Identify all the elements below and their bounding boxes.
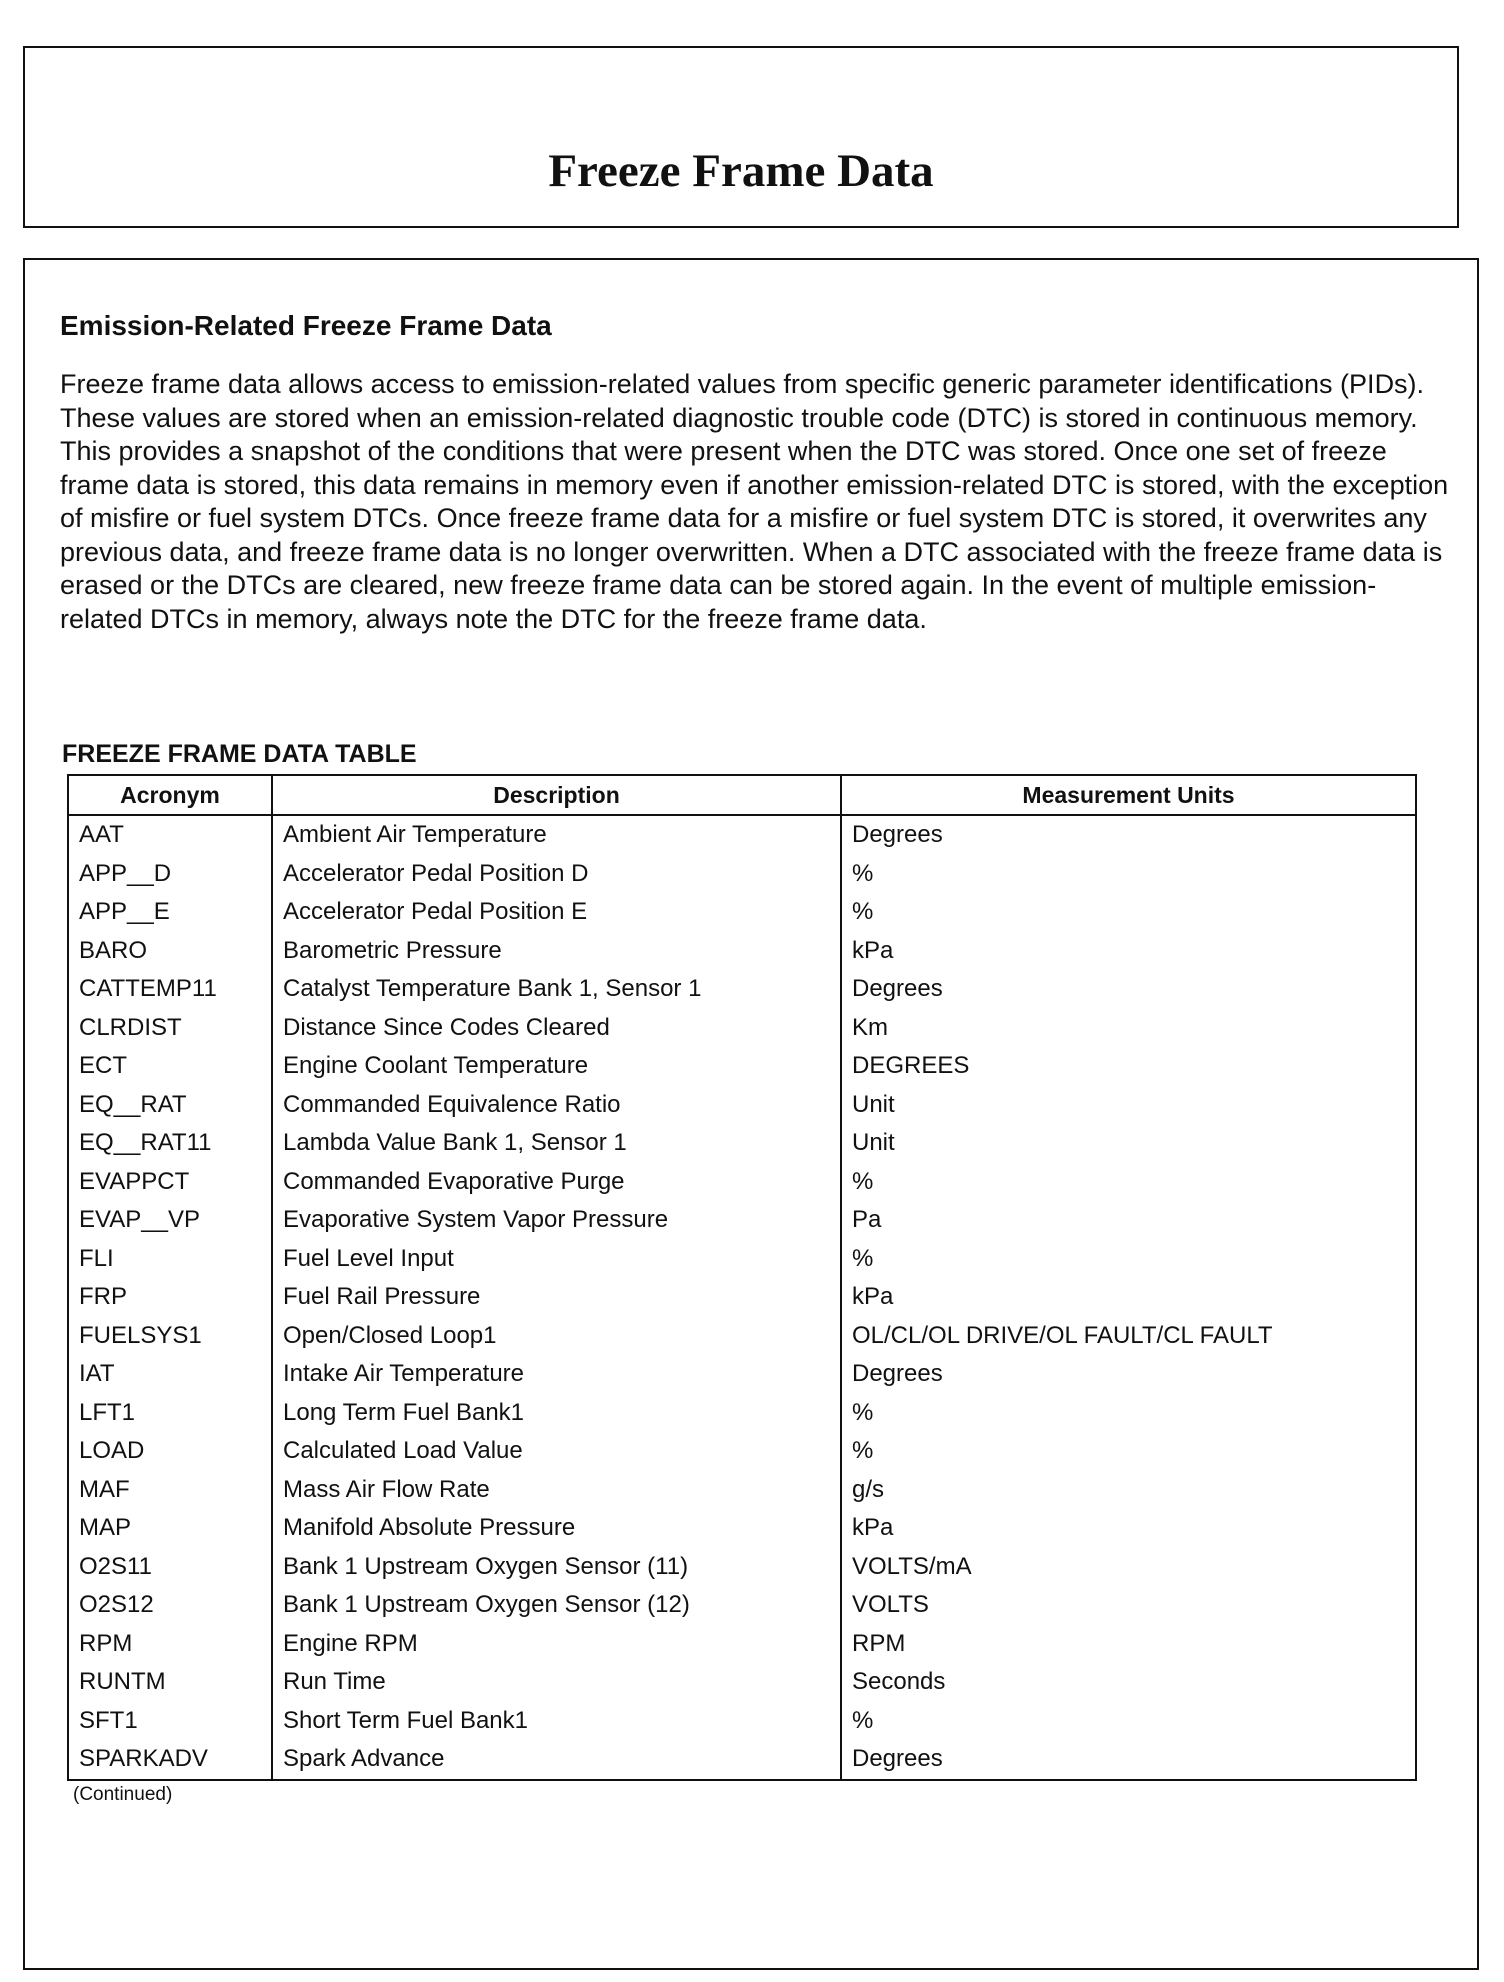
- description-cell: Evaporative System Vapor Pressure: [272, 1201, 841, 1240]
- page-title: Freeze Frame Data: [548, 145, 934, 197]
- table-row: [68, 1278, 1416, 1317]
- acronym-cell: APP__E: [68, 893, 272, 932]
- units-cell: kPa: [841, 1278, 1416, 1317]
- table-body: [68, 815, 1416, 1780]
- description-cell: Intake Air Temperature: [272, 1355, 841, 1394]
- header-measurement-units: Measurement Units: [841, 775, 1416, 815]
- table-row: [68, 1471, 1416, 1510]
- acronym-cell: IAT: [68, 1355, 272, 1394]
- units-cell: Seconds: [841, 1663, 1416, 1702]
- units-cell: kPa: [841, 932, 1416, 971]
- units-cell: kPa: [841, 1509, 1416, 1548]
- table-row: [68, 1702, 1416, 1741]
- table-row: [68, 1740, 1416, 1780]
- acronym-cell: LFT1: [68, 1394, 272, 1433]
- units-cell: Pa: [841, 1201, 1416, 1240]
- table-row: [68, 932, 1416, 971]
- units-cell: OL/CL/OL DRIVE/OL FAULT/CL FAULT: [841, 1317, 1416, 1356]
- description-cell: Distance Since Codes Cleared: [272, 1009, 841, 1048]
- acronym-cell: EVAPPCT: [68, 1163, 272, 1202]
- description-cell: Engine RPM: [272, 1625, 841, 1664]
- table-row: [68, 1394, 1416, 1433]
- intro-paragraph: Freeze frame data allows access to emission-related values from specific generic parameter identifications (PIDs). These values are stored when an emission-related diagnostic trouble code (DTC) is stored in continuous memory. This provides a snapshot of the conditions that were present when the DTC was stored. Once one set of freeze frame data is stored, this data remains in memory even if another emission-related DTC is stored, with the exception of misfire or fuel system DTCs. Once freeze frame data for a misfire or fuel system DTC is stored, it overwrites any previous data, and freeze frame data is no longer overwritten. When a DTC associated with the freeze frame data is erased or the DTCs are cleared, new freeze frame data can be stored again. In the event of multiple emission-related DTCs in memory, always note the DTC for the freeze frame data.: [60, 369, 1449, 634]
- units-cell: %: [841, 855, 1416, 894]
- acronym-cell: RPM: [68, 1625, 272, 1664]
- table-row: [68, 1663, 1416, 1702]
- description-cell: Short Term Fuel Bank1: [272, 1702, 841, 1741]
- acronym-cell: FUELSYS1: [68, 1317, 272, 1356]
- acronym-cell: MAP: [68, 1509, 272, 1548]
- acronym-cell: SFT1: [68, 1702, 272, 1741]
- acronym-cell: RUNTM: [68, 1663, 272, 1702]
- table-row: [68, 1509, 1416, 1548]
- table-row: [68, 1317, 1416, 1356]
- units-cell: Unit: [841, 1124, 1416, 1163]
- acronym-cell: APP__D: [68, 855, 272, 894]
- description-cell: Calculated Load Value: [272, 1432, 841, 1471]
- acronym-cell: LOAD: [68, 1432, 272, 1471]
- content-panel: [23, 258, 1479, 1970]
- units-cell: %: [841, 1240, 1416, 1279]
- freeze-frame-data-table: [67, 774, 1417, 1781]
- description-cell: Run Time: [272, 1663, 841, 1702]
- description-cell: Long Term Fuel Bank1: [272, 1394, 841, 1433]
- description-cell: Manifold Absolute Pressure: [272, 1509, 841, 1548]
- description-cell: Fuel Level Input: [272, 1240, 841, 1279]
- description-cell: Ambient Air Temperature: [272, 815, 841, 855]
- description-cell: Mass Air Flow Rate: [272, 1471, 841, 1510]
- units-cell: Degrees: [841, 1740, 1416, 1780]
- acronym-cell: FLI: [68, 1240, 272, 1279]
- table-row: [68, 855, 1416, 894]
- units-cell: g/s: [841, 1471, 1416, 1510]
- table-row: [68, 1240, 1416, 1279]
- table-row: [68, 1548, 1416, 1587]
- acronym-cell: CLRDIST: [68, 1009, 272, 1048]
- units-cell: VOLTS: [841, 1586, 1416, 1625]
- description-cell: Open/Closed Loop1: [272, 1317, 841, 1356]
- table-row: [68, 893, 1416, 932]
- units-cell: Degrees: [841, 815, 1416, 855]
- acronym-cell: CATTEMP11: [68, 970, 272, 1009]
- header-acronym: Acronym: [68, 775, 272, 815]
- description-cell: Commanded Evaporative Purge: [272, 1163, 841, 1202]
- table-row: [68, 1355, 1416, 1394]
- units-cell: DEGREES: [841, 1047, 1416, 1086]
- table-row: [68, 1124, 1416, 1163]
- units-cell: %: [841, 1702, 1416, 1741]
- description-cell: Commanded Equivalence Ratio: [272, 1086, 841, 1125]
- units-cell: Degrees: [841, 1355, 1416, 1394]
- table-row: [68, 1432, 1416, 1471]
- acronym-cell: MAF: [68, 1471, 272, 1510]
- units-cell: Degrees: [841, 970, 1416, 1009]
- description-cell: Bank 1 Upstream Oxygen Sensor (12): [272, 1586, 841, 1625]
- section-heading: Emission-Related Freeze Frame Data: [60, 310, 552, 341]
- acronym-cell: O2S11: [68, 1548, 272, 1587]
- description-cell: Bank 1 Upstream Oxygen Sensor (11): [272, 1548, 841, 1587]
- description-cell: Lambda Value Bank 1, Sensor 1: [272, 1124, 841, 1163]
- acronym-cell: SPARKADV: [68, 1740, 272, 1780]
- description-cell: Spark Advance: [272, 1740, 841, 1780]
- description-cell: Accelerator Pedal Position D: [272, 855, 841, 894]
- table-row: [68, 1586, 1416, 1625]
- table-row: [68, 1009, 1416, 1048]
- units-cell: Unit: [841, 1086, 1416, 1125]
- table-row: [68, 1047, 1416, 1086]
- units-cell: %: [841, 1394, 1416, 1433]
- units-cell: Km: [841, 1009, 1416, 1048]
- units-cell: RPM: [841, 1625, 1416, 1664]
- acronym-cell: ECT: [68, 1047, 272, 1086]
- acronym-cell: FRP: [68, 1278, 272, 1317]
- table-row: [68, 1163, 1416, 1202]
- units-cell: %: [841, 1163, 1416, 1202]
- table-row: [68, 1201, 1416, 1240]
- units-cell: VOLTS/mA: [841, 1548, 1416, 1587]
- description-cell: Accelerator Pedal Position E: [272, 893, 841, 932]
- acronym-cell: AAT: [68, 815, 272, 855]
- acronym-cell: EQ__RAT11: [68, 1124, 272, 1163]
- acronym-cell: EQ__RAT: [68, 1086, 272, 1125]
- continued-note: (Continued): [73, 1784, 173, 1805]
- header-description: Description: [272, 775, 841, 815]
- table-row: [68, 1625, 1416, 1664]
- units-cell: %: [841, 893, 1416, 932]
- units-cell: %: [841, 1432, 1416, 1471]
- page-title-box: [23, 46, 1459, 228]
- table-row: [68, 815, 1416, 855]
- description-cell: Catalyst Temperature Bank 1, Sensor 1: [272, 970, 841, 1009]
- acronym-cell: O2S12: [68, 1586, 272, 1625]
- table-row: [68, 970, 1416, 1009]
- description-cell: Engine Coolant Temperature: [272, 1047, 841, 1086]
- description-cell: Fuel Rail Pressure: [272, 1278, 841, 1317]
- table-title: FREEZE FRAME DATA TABLE: [62, 740, 417, 768]
- table-row: [68, 1086, 1416, 1125]
- description-cell: Barometric Pressure: [272, 932, 841, 971]
- table-header-row: [68, 775, 1416, 815]
- acronym-cell: BARO: [68, 932, 272, 971]
- acronym-cell: EVAP__VP: [68, 1201, 272, 1240]
